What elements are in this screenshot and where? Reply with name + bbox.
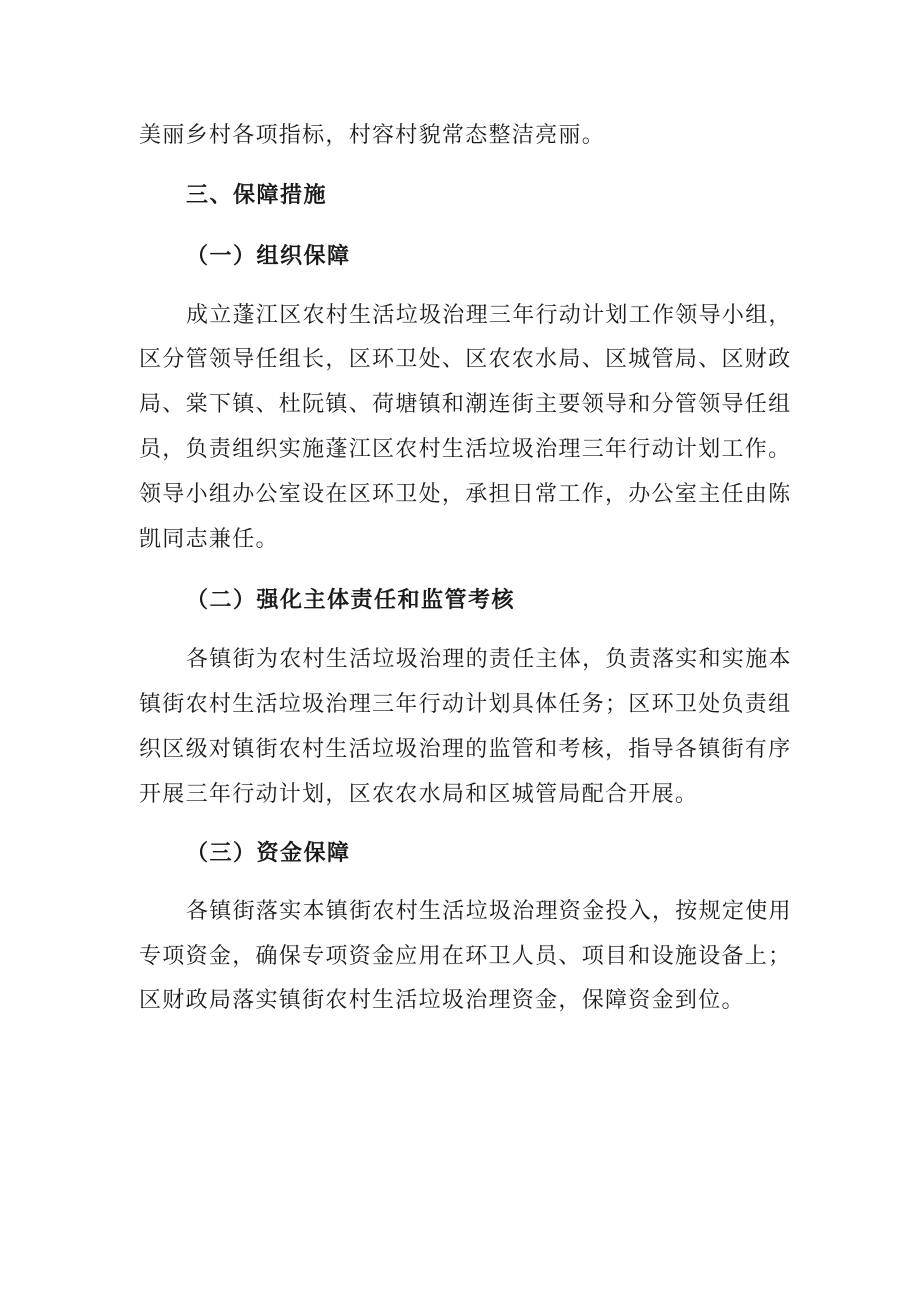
subsection-heading: （三）资金保障 xyxy=(186,840,351,866)
paragraph-line: 领导小组办公室设在区环卫处，承担日常工作，办公室主任由陈 xyxy=(139,482,792,507)
section-heading: 三、保障措施 xyxy=(186,183,328,208)
paragraph-line: 局、棠下镇、杜阮镇、荷塘镇和潮连街主要领导和分管领导任组 xyxy=(139,392,792,417)
paragraph-line: 镇街农村生活垃圾治理三年行动计划具体任务；区环卫处负责组 xyxy=(139,692,792,717)
paragraph-line: 织区级对镇街农村生活垃圾治理的监管和考核，指导各镇街有序 xyxy=(139,737,792,762)
paragraph-line: 区分管领导任组长，区环卫处、区农农水局、区城管局、区财政 xyxy=(139,347,792,372)
subsection-heading: （二）强化主体责任和监管考核 xyxy=(186,587,516,613)
paragraph-line: 美丽乡村各项指标，村容村貌常态整洁亮丽。 xyxy=(139,123,606,148)
subsection-heading: （一）组织保障 xyxy=(186,243,351,269)
paragraph-line: 各镇街为农村生活垃圾治理的责任主体，负责落实和实施本 xyxy=(186,647,792,672)
paragraph-line: 成立蓬江区农村生活垃圾治理三年行动计划工作领导小组， xyxy=(186,303,792,328)
paragraph-line: 员，负责组织实施蓬江区农村生活垃圾治理三年行动计划工作。 xyxy=(139,437,792,462)
paragraph-line: 专项资金，确保专项资金应用在环卫人员、项目和设施设备上； xyxy=(139,944,792,969)
paragraph-line: 区财政局落实镇街农村生活垃圾治理资金，保障资金到位。 xyxy=(139,988,745,1013)
paragraph-line: 各镇街落实本镇街农村生活垃圾治理资金投入，按规定使用 xyxy=(186,899,792,924)
paragraph-line: 凯同志兼任。 xyxy=(139,527,279,552)
paragraph-line: 开展三年行动计划，区农农水局和区城管局配合开展。 xyxy=(139,782,699,807)
